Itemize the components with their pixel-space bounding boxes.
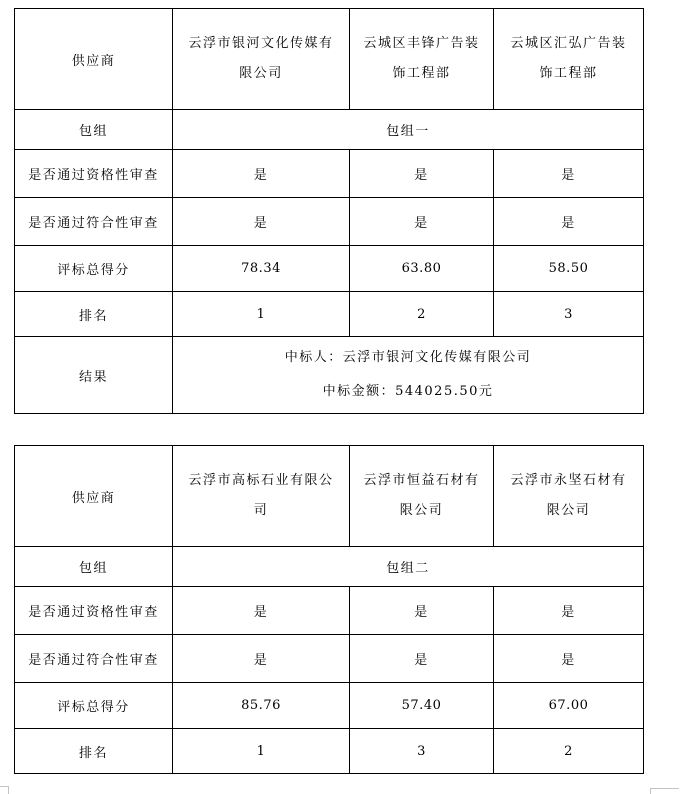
row-label-result: 结果 (15, 337, 173, 414)
qualification-cell: 是 (494, 150, 644, 198)
table-row-supplier (15, 9, 644, 110)
supplier-name-cell (173, 446, 350, 547)
table-row-result (15, 337, 644, 414)
page-margin-mark-bottom-left (0, 786, 9, 794)
supplier-name-cell (350, 9, 494, 110)
package-value-cell: 包组一 (173, 110, 644, 150)
score-cell: 63.80 (350, 246, 494, 292)
score-cell: 58.50 (494, 246, 644, 292)
table-row-conformity (15, 198, 644, 246)
row-label-supplier: 供应商 (15, 446, 173, 547)
conformity-cell: 是 (173, 198, 350, 246)
table-row-score (15, 246, 644, 292)
qualification-cell: 是 (173, 587, 350, 635)
score-cell: 85.76 (173, 683, 350, 729)
table-row-supplier (15, 446, 644, 547)
rank-cell: 2 (350, 292, 494, 337)
row-label-rank: 排名 (15, 292, 173, 337)
row-label-package: 包组 (15, 110, 173, 150)
qualification-cell: 是 (350, 150, 494, 198)
rank-cell: 2 (494, 729, 644, 774)
conformity-cell: 是 (494, 198, 644, 246)
score-cell: 57.40 (350, 683, 494, 729)
supplier-name-line: 云浮市恒益石材有 (363, 473, 480, 488)
supplier-name-cell (494, 446, 644, 547)
conformity-cell: 是 (350, 635, 494, 683)
supplier-name-cell (494, 9, 644, 110)
conformity-cell: 是 (494, 635, 644, 683)
qualification-cell: 是 (494, 587, 644, 635)
table-row-qualification (15, 150, 644, 198)
table-row-rank (15, 292, 644, 337)
result-winner-line: 中标人：云浮市银河文化传媒有限公司 (284, 350, 532, 365)
row-label-package: 包组 (15, 547, 173, 587)
row-label-rank: 排名 (15, 729, 173, 774)
supplier-name-line: 云浮市高标石业有限公 (188, 473, 334, 488)
table-row-rank (15, 729, 644, 774)
supplier-name-cell (350, 446, 494, 547)
conformity-cell: 是 (350, 198, 494, 246)
rank-cell: 3 (494, 292, 644, 337)
row-label-conformity: 是否通过符合性审查 (15, 635, 173, 683)
rank-cell: 3 (350, 729, 494, 774)
supplier-name-line: 云浮市银河文化传媒有 (188, 36, 334, 51)
table-row-score (15, 683, 644, 729)
rank-cell: 1 (173, 292, 350, 337)
qualification-cell: 是 (350, 587, 494, 635)
supplier-name-line: 云城区汇弘广告装 (510, 36, 627, 51)
page-margin-mark-bottom-right (650, 788, 679, 794)
bid-result-table-package-2 (14, 445, 644, 774)
supplier-name-line: 司 (253, 503, 269, 518)
supplier-name-line: 饰工程部 (539, 66, 598, 81)
table-row-qualification (15, 587, 644, 635)
supplier-name-line: 限公司 (546, 503, 591, 518)
document-page (0, 8, 692, 794)
row-label-qualification: 是否通过资格性审查 (15, 150, 173, 198)
conformity-cell: 是 (173, 635, 350, 683)
score-cell: 78.34 (173, 246, 350, 292)
row-label-supplier: 供应商 (15, 9, 173, 110)
supplier-name-line: 限公司 (239, 66, 283, 81)
package-value-cell: 包组二 (173, 547, 644, 587)
qualification-cell: 是 (173, 150, 350, 198)
supplier-name-cell (173, 9, 350, 110)
score-cell: 67.00 (494, 683, 644, 729)
supplier-name-line: 限公司 (399, 503, 444, 518)
result-cell (173, 337, 644, 414)
row-label-qualification: 是否通过资格性审查 (15, 587, 173, 635)
table-row-package (15, 110, 644, 150)
table-row-conformity (15, 635, 644, 683)
row-label-score: 评标总得分 (15, 683, 173, 729)
supplier-name-line: 云城区丰锋广告装 (363, 36, 480, 51)
row-label-conformity: 是否通过符合性审查 (15, 198, 173, 246)
supplier-name-line: 饰工程部 (392, 66, 451, 81)
row-label-score: 评标总得分 (15, 246, 173, 292)
table-row-package (15, 547, 644, 587)
supplier-name-line: 云浮市永坚石材有 (510, 473, 627, 488)
result-amount-line: 中标金额：544025.50元 (322, 384, 494, 399)
rank-cell: 1 (173, 729, 350, 774)
bid-result-table-package-1 (14, 8, 644, 414)
